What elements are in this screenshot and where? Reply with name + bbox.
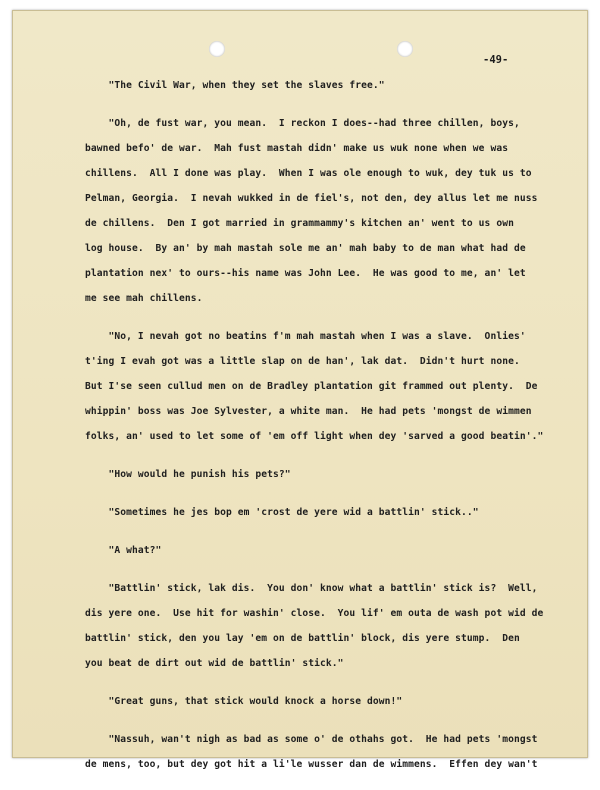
- paragraph: [85, 73, 555, 98]
- text-line: dis yere one. Use hit for washin' close. You lif' em outa de wash pot wid de: [85, 608, 544, 619]
- typewritten-page: [12, 10, 588, 770]
- text-line: whippin' boss was Joe Sylvester, a white man. He had pets 'mongst de wimmen: [85, 406, 532, 417]
- text-line: "No, I nevah got no beatins f'm mah mastah when I was a slave. Onlies': [85, 331, 526, 342]
- text-line: log house. By an' by mah mastah sole me an' mah baby to de man what had de: [85, 243, 526, 254]
- text-line: "Great guns, that stick would knock a horse down!": [85, 696, 403, 707]
- punch-hole-right: [397, 41, 413, 57]
- paragraph: [85, 462, 555, 487]
- paragraph: [85, 111, 555, 311]
- paragraph: [85, 538, 555, 563]
- text-line: But I'se seen cullud men on de Bradley plantation git frammed out plenty. De: [85, 381, 538, 392]
- body-text: [85, 73, 555, 790]
- paragraph: [85, 500, 555, 525]
- text-line: bawned befo' de war. Mah fust mastah didn' make us wuk none when we was: [85, 143, 509, 154]
- text-line: chillens. All I done was play. When I was ole enough to wuk, dey tuk us to: [85, 168, 532, 179]
- page-number: -49-: [483, 54, 509, 66]
- text-line: t'ing I evah got was a little slap on de han', lak dat. Didn't hurt none.: [85, 356, 520, 367]
- text-line: folks, an' used to let some of 'em off light when dey 'sarved a good beatin'.": [85, 431, 544, 442]
- text-line: "The Civil War, when they set the slaves free.": [85, 80, 385, 91]
- text-line: Pelman, Georgia. I nevah wukked in de fiel's, not den, dey allus let me nuss: [85, 193, 538, 204]
- text-line: "How would he punish his pets?": [85, 469, 291, 480]
- text-line: "Oh, de fust war, you mean. I reckon I does--had three chillen, boys,: [85, 118, 520, 129]
- text-line: plantation nex' to ours--his name was John Lee. He was good to me, an' let: [85, 268, 526, 279]
- text-line: "Nassuh, wan't nigh as bad as some o' de othahs got. He had pets 'mongst: [85, 734, 538, 745]
- text-line: "A what?": [85, 545, 162, 556]
- paragraph: [85, 576, 555, 676]
- text-line: "Sometimes he jes bop em 'crost de yere wid a battlin' stick..": [85, 507, 479, 518]
- paragraph: [85, 727, 555, 777]
- paragraph: [85, 324, 555, 449]
- paragraph: [85, 689, 555, 714]
- text-line: battlin' stick, den you lay 'em on de battlin' block, dis yere stump. Den: [85, 633, 520, 644]
- text-line: me see mah chillens.: [85, 293, 203, 304]
- text-line: you beat de dirt out wid de battlin' stick.": [85, 658, 344, 669]
- text-line: de chillens. Den I got married in grammammy's kitchen an' went to us own: [85, 218, 514, 229]
- text-line: "Battlin' stick, lak dis. You don' know what a battlin' stick is? Well,: [85, 583, 538, 594]
- text-line: de mens, too, but dey got hit a li'le wusser dan de wimmens. Effen dey wan't: [85, 759, 538, 770]
- punch-hole-left: [209, 41, 225, 57]
